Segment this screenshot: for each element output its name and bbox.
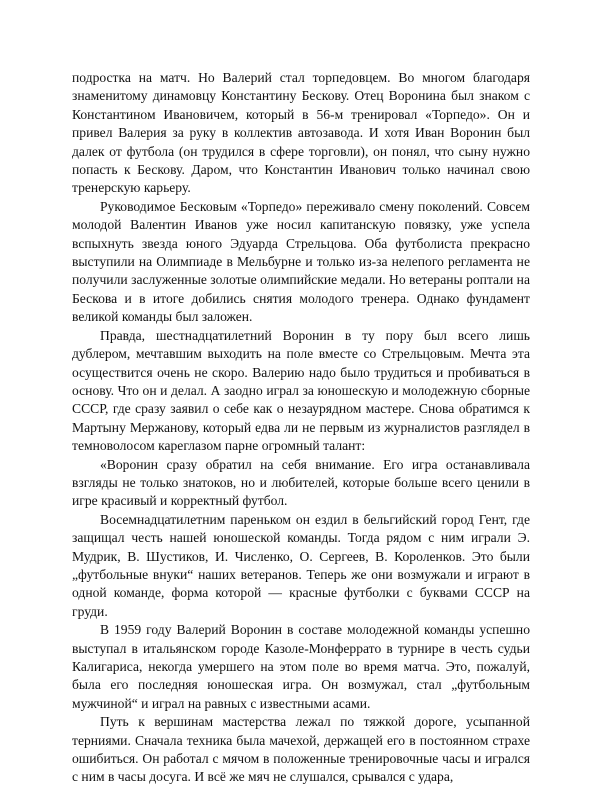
paragraph-3: Правда, шестнадцатилетний Воронин в ту пору был всего лишь дублером, мечтавшим выходить на поле вместе со Стрельцовым. Мечта эта осуществится очень не скоро. Валерию надо было трудиться и пробиваться в основу. Что он и делал. А заодно играл за юношескую и молодежную сборные СССР, где сразу заявил о себе как о незаурядном мастере. Снова обратимся к Мартыну Мержанову, который едва ли не первым из журналистов разглядел в темноволосом кареглазом парне огромный талант:: [72, 327, 530, 454]
paragraph-7: Путь к вершинам мастерства лежал по тяжкой дороге, усыпанной терниями. Сначала техника была мачехой, держащей его в постоянном страхе ошибиться. Он работал с мячом в положенные тренировочные часы и игрался с ним в часы досуга. И всё же мяч не слушался, срывался с удара,: [72, 714, 530, 785]
paragraph-4-quote: «Воронин сразу обратил на себя внимание. Его игра останавливала взгляды не только знатоков, но и любителей, которые больше всего ценили в игре красивый и корректный футбол.: [72, 456, 530, 509]
paragraph-6: В 1959 году Валерий Воронин в составе молодежной команды успешно выступал в итальянском городе Казоле-Монферрато в турнире в честь судьи Калигариса, некогда умершего на этом поле во время матча. Это, пожалуй, была его последняя юношеская игра. Он возмужал, стал „футбольным мужчиной“ и играл на равных с известными асами.: [72, 622, 530, 711]
paragraph-2: Руководимое Бесковым «Торпедо» переживало смену поколений. Совсем молодой Валентин Иванов уже носил капитанскую повязку, уже успела вспыхнуть звезда юного Эдуарда Стрельцова. Оба футболиста прекрасно выступили на Олимпиаде в Мельбурне и только из-за нелепого регламента не получили заслуженные золотые олимпийские медали. Но ветераны роптали на Бескова и в итоге добились снятия молодого тренера. Однако фундамент великой команды был заложен.: [72, 198, 530, 325]
document-page: [72, 69, 530, 787]
paragraph-1: подростка на матч. Но Валерий стал торпедовцем. Во многом благодаря знаменитому динамовцу Константину Бескову. Отец Воронина был знаком с Константином Ивановичем, который в 56-м тренировал «Торпедо». Он и привел Валерия за руку в коллектив автозавода. И хотя Иван Воронин был далек от футбола (он трудился в сфере торговли), он понял, что сыну нужно попасть к Бескову. Даром, что Константин Иванович только начинал свою тренерскую карьеру.: [72, 70, 530, 196]
paragraph-5: Восемнадцатилетним пареньком он ездил в бельгийский город Гент, где защищал честь нашей юношеской команды. Тогда рядом с ним играли Э. Мудрик, В. Шустиков, И. Численко, О. Сергеев, В. Короленков. Это были „футбольные внуки“ наших ветеранов. Теперь же они возмужали и играют в одной команде, форма которой — красные футболки с буквами СССР на груди.: [72, 511, 530, 619]
